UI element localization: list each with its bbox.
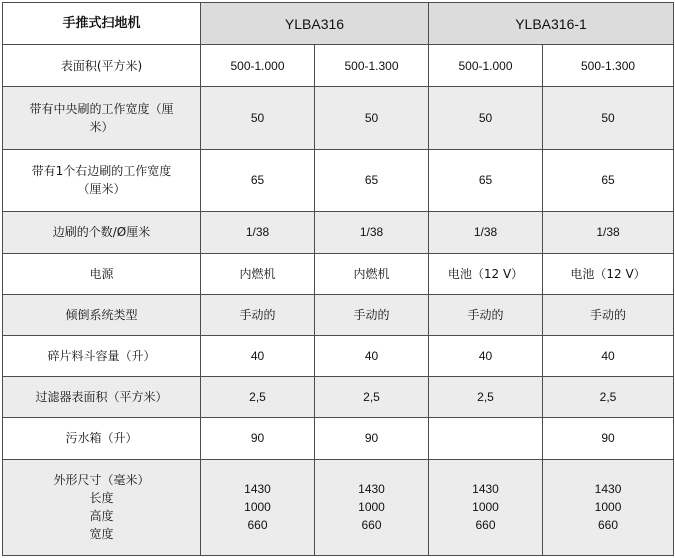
row-label: 电源 [3, 253, 201, 294]
row-label [3, 149, 201, 211]
table-cell: 40 [543, 336, 674, 377]
table-cell: 内燃机 [315, 253, 429, 294]
table-row [3, 459, 674, 555]
table-row [3, 253, 674, 294]
table-cell: 1/38 [429, 211, 543, 253]
table-cell: 内燃机 [201, 253, 315, 294]
table-row [3, 87, 674, 149]
table-cell: 手动的 [315, 295, 429, 336]
table-cell: 90 [315, 418, 429, 459]
table-cell: 500-1.300 [315, 45, 429, 87]
table-cell: 40 [429, 336, 543, 377]
table-cell: 65 [201, 149, 315, 211]
table-cell [429, 459, 543, 555]
dimension-value: 1000 [358, 500, 385, 515]
table-cell: 手动的 [543, 295, 674, 336]
table-cell: 65 [543, 149, 674, 211]
table-row [3, 45, 674, 87]
table-row [3, 211, 674, 253]
table-cell: 65 [429, 149, 543, 211]
dimension-value: 660 [598, 518, 619, 533]
row-label-line: 宽度 [89, 527, 114, 542]
table-cell: 90 [543, 418, 674, 459]
table-cell: 手动的 [429, 295, 543, 336]
dimension-value: 1000 [244, 500, 271, 515]
dimension-value: 1430 [594, 482, 622, 497]
table-cell: 2,5 [429, 377, 543, 418]
table-cell: 50 [543, 87, 674, 149]
table-cell: 1/38 [201, 211, 315, 253]
row-label: 过滤器表面积（平方米） [3, 377, 201, 418]
table-cell: 2,5 [315, 377, 429, 418]
table-row [3, 336, 674, 377]
table-cell: 500-1.000 [429, 45, 543, 87]
dimension-value: 1430 [244, 482, 271, 497]
row-label: 表面积(平方米) [3, 45, 201, 87]
dimension-value: 1430 [472, 482, 499, 497]
table-cell: 90 [201, 418, 315, 459]
model-header-ylba316: YLBA316 [201, 3, 429, 45]
table-cell: 500-1.000 [201, 45, 315, 87]
table-cell: 电池（12 V） [429, 253, 543, 294]
row-label: 碎片料斗容量（升） [3, 336, 201, 377]
table-cell: 50 [201, 87, 315, 149]
row-label: 倾倒系统类型 [3, 295, 201, 336]
table-cell: 50 [429, 87, 543, 149]
row-label-line: 带有中央刷的工作宽度（厘 [29, 101, 174, 116]
dimension-value: 1000 [472, 500, 499, 515]
table-cell [201, 459, 315, 555]
table-cell: 40 [201, 336, 315, 377]
row-label [3, 459, 201, 555]
row-label-line: 带有1个右边刷的工作宽度 [31, 164, 172, 179]
table-cell: 2,5 [201, 377, 315, 418]
table-cell: 50 [315, 87, 429, 149]
table-row [3, 418, 674, 459]
table-cell [429, 418, 543, 459]
row-label-line: （厘米） [77, 182, 126, 197]
table-cell: 1/38 [543, 211, 674, 253]
table-cell: 手动的 [201, 295, 315, 336]
table-cell [543, 459, 674, 555]
row-label-line: 高度 [89, 509, 114, 524]
header-row [3, 3, 674, 45]
dimension-value: 1000 [594, 500, 622, 515]
table-cell: 2,5 [543, 377, 674, 418]
table-row [3, 295, 674, 336]
table-row [3, 377, 674, 418]
table-cell: 500-1.300 [543, 45, 674, 87]
dimension-value: 660 [475, 518, 496, 533]
table-cell: 65 [315, 149, 429, 211]
row-label-line: 外形尺寸（毫米） [53, 473, 150, 488]
spec-table [2, 2, 674, 556]
table-row [3, 149, 674, 211]
row-label: 污水箱（升） [3, 418, 201, 459]
table-cell: 1/38 [315, 211, 429, 253]
table-title: 手推式扫地机 [3, 3, 201, 45]
table-cell: 电池（12 V） [543, 253, 674, 294]
model-header-ylba316-1: YLBA316-1 [429, 3, 674, 45]
table-cell [315, 459, 429, 555]
row-label: 边刷的个数/Ø厘米 [3, 211, 201, 253]
row-label-line: 长度 [89, 491, 114, 506]
row-label-line: 米） [89, 119, 114, 134]
dimension-value: 1430 [358, 482, 385, 497]
dimension-value: 660 [361, 518, 382, 533]
row-label [3, 87, 201, 149]
table-cell: 40 [315, 336, 429, 377]
dimension-value: 660 [247, 518, 268, 533]
